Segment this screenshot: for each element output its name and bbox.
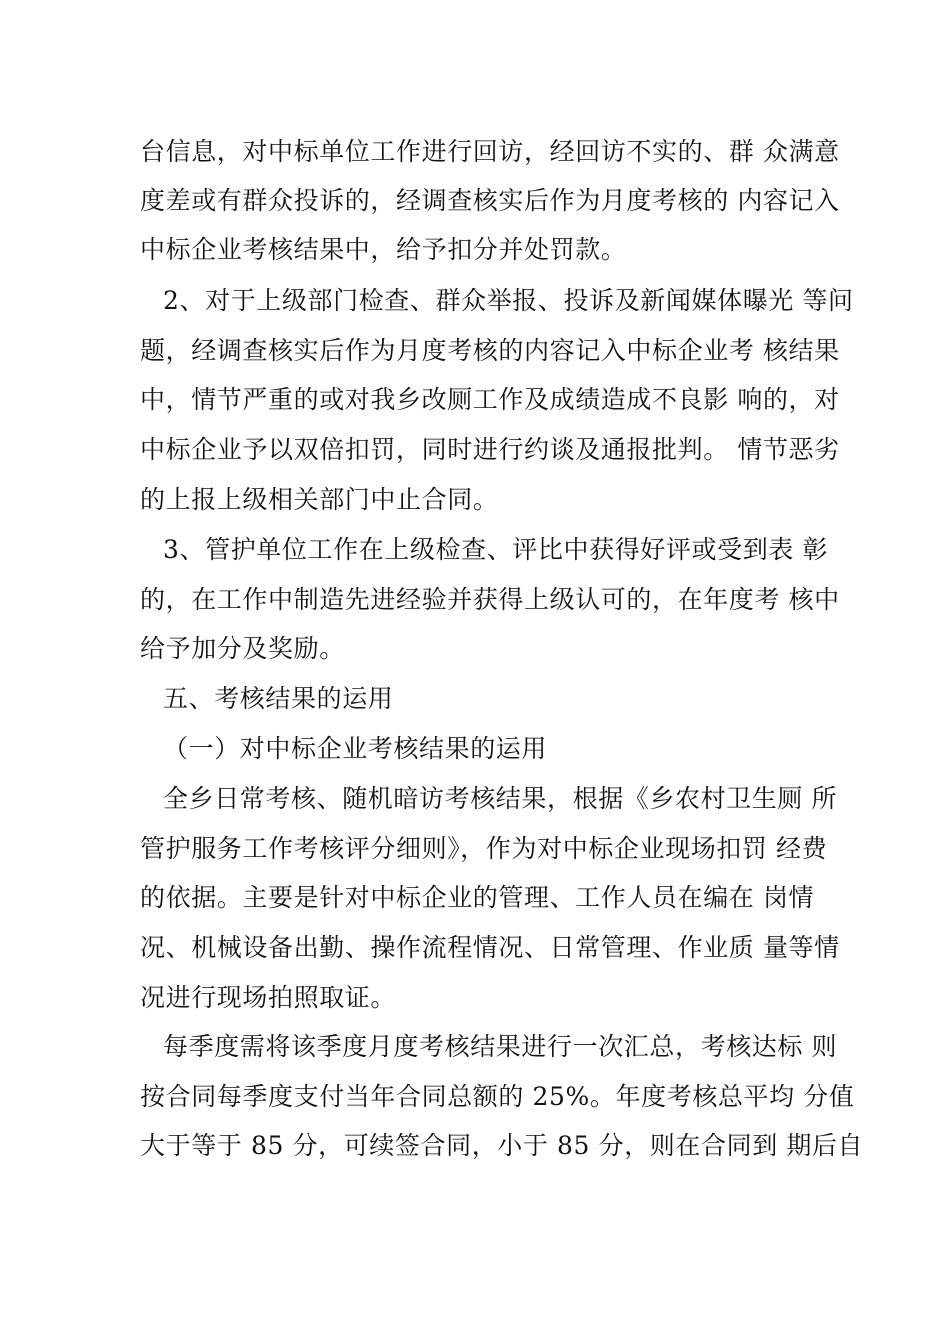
text-line: 每季度需将该季度月度考核结果进行一次汇总，考核达标 则 [163,1032,838,1061]
text-line: 按合同每季度支付当年合同总额的 25%。年度考核总平均 分值 [140,1082,855,1111]
text-line: 台信息，对中标单位工作进行回访，经回访不实的、群 众满意 [140,137,840,166]
text-line: 中标企业考核结果中，给予扣分并处罚款。 [140,235,627,264]
text-line: 全乡日常考核、随机暗访考核结果，根据《乡农村卫生厕 所 [163,784,838,813]
text-line: 中，情节严重的或对我乡改厕工作及成绩造成不良影 响的，对 [140,385,840,414]
text-line: 的依据。主要是针对中标企业的管理、工作人员在编在 岗情 [140,883,815,912]
text-line: 2、对于上级部门检查、群众举报、投诉及新闻媒体曝光 等问 [163,286,854,315]
text-line: 况、机械设备出勤、操作流程情况、日常管理、作业质 量等情 [140,933,840,962]
text-line: 中标企业予以双倍扣罚，同时进行约谈及通报批判。 情节恶劣 [140,435,840,464]
section-heading: 五、考核结果的运用 [163,684,394,713]
text-line: 况进行现场拍照取证。 [140,983,397,1012]
text-line: 3、管护单位工作在上级检查、评比中获得好评或受到表 彰 [163,535,829,564]
text-line: 大于等于 85 分，可续签合同，小于 85 分，则在合同到 期后自 [140,1131,864,1160]
text-line: 的上报上级相关部门中止合同。 [140,485,499,514]
text-line: 管护服务工作考核评分细则》，作为对中标企业现场扣罚 经费 [140,834,828,863]
text-line: 度差或有群众投诉的，经调查核实后作为月度考核的 内容记入 [140,186,840,215]
subsection-heading: （一）对中标企业考核结果的运用 [163,734,548,763]
text-line: 给予加分及奖励。 [140,634,345,663]
text-line: 题，经调查核实后作为月度考核的内容记入中标企业考 核结果 [140,336,840,365]
text-line: 的，在工作中制造先进经验并获得上级认可的，在年度考 核中 [140,585,840,614]
